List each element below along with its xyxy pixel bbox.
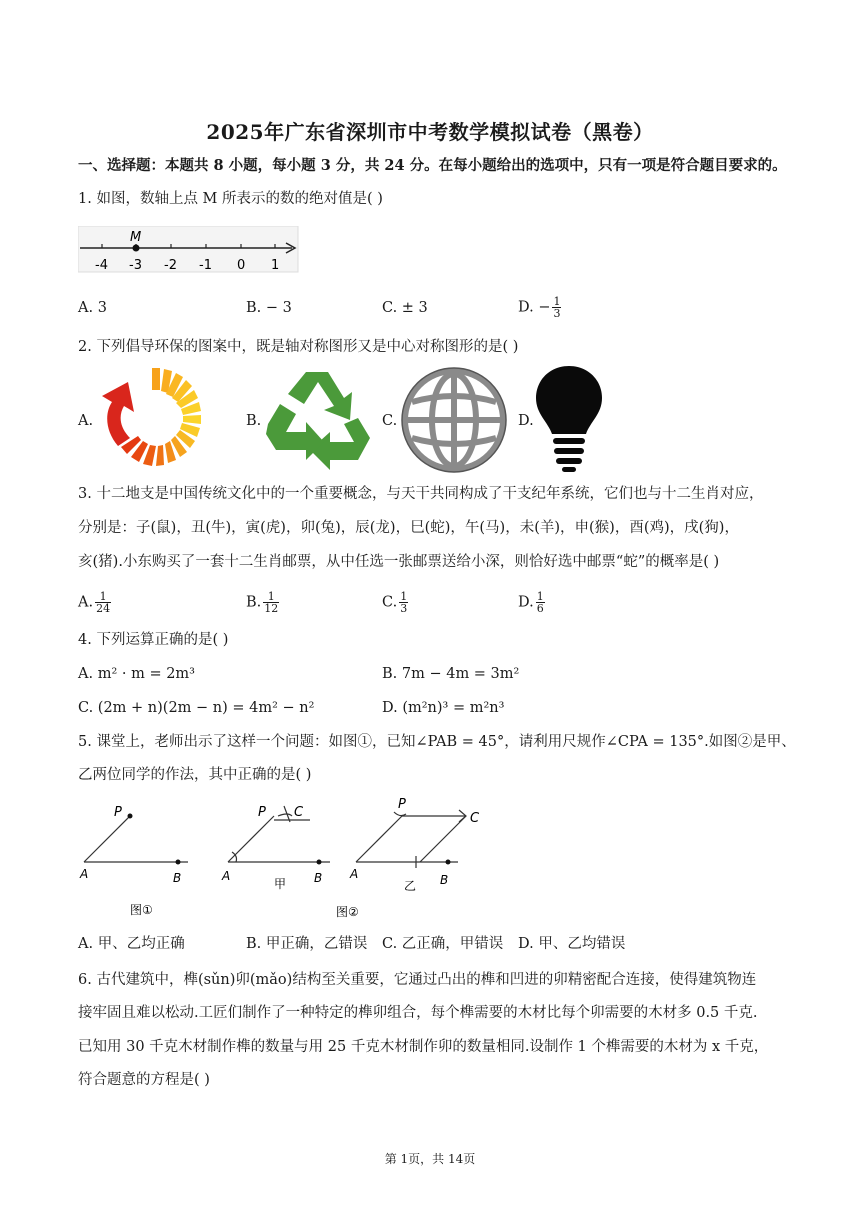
q5-option-d[interactable]: D. 甲、乙均错误 — [518, 936, 626, 952]
question-2-stem: 2. 下列倡导环保的图案中，既是轴对称图形又是中心对称图形的是( ) — [78, 339, 519, 355]
figure-1-caption: 图① — [130, 903, 153, 917]
tick-label: 0 — [237, 258, 246, 273]
figure-1 — [84, 816, 188, 862]
q4-option-b[interactable]: B. 7m − 4m = 3m² — [382, 666, 520, 682]
q3-option-d[interactable]: D. $\frac{1}{6}$ — [518, 590, 544, 615]
q1-option-a[interactable]: A. 3 — [78, 300, 107, 316]
q2-option-c-label[interactable]: C. — [382, 413, 398, 429]
figure-yi-label: 乙 — [404, 879, 417, 893]
q2-option-a-label[interactable]: A. — [78, 413, 94, 429]
angle-construction-figure — [78, 792, 498, 924]
svg-text:C: C — [470, 811, 480, 826]
recycle-arc-arrow-icon — [94, 366, 206, 474]
tick-label: 1 — [271, 258, 280, 273]
svg-text:C: C — [294, 805, 304, 820]
section-heading: 一、选择题：本题共 8 小题，每小题 3 分，共 24 分。在每小题给出的选项中，只有一项是符合题目要求的。 — [78, 157, 787, 174]
point-m-label: M — [130, 230, 142, 245]
q2-option-d-label[interactable]: D. — [518, 413, 534, 429]
question-5-line-2: 乙两位同学的作法，其中正确的是( ) — [78, 767, 312, 783]
recycling-triangle-icon — [262, 364, 374, 474]
q1-option-d[interactable] — [518, 296, 561, 319]
svg-text:P: P — [114, 805, 122, 820]
question-3-line-3: 亥(猪).小东购买了一套十二生肖邮票，从中任选一张邮票送给小深，则恰好选中邮票“蛇”的概率是( ) — [78, 554, 720, 570]
point-m — [133, 245, 140, 252]
svg-text:A: A — [80, 867, 89, 881]
question-1-stem: 1. 如图，数轴上点 M 所表示的数的绝对值是( ) — [78, 191, 383, 207]
page-footer: 第 1页，共 14页 — [384, 1152, 476, 1166]
q4-option-d[interactable]: D. (m²n)³ = m²n³ — [382, 700, 505, 716]
figure-jia-label: 甲 — [274, 877, 287, 891]
svg-text:A: A — [350, 867, 359, 881]
svg-text:P: P — [258, 805, 266, 820]
figure-yi — [356, 810, 466, 868]
q3-option-a[interactable]: A. $\frac{1}{24}$ — [78, 590, 111, 615]
svg-text:B: B — [173, 871, 182, 885]
q5-option-b[interactable]: B. 甲正确，乙错误 — [246, 936, 368, 952]
q2-option-b-label[interactable]: B. — [246, 413, 262, 429]
number-line-figure — [78, 226, 300, 276]
tick-label: -4 — [95, 258, 108, 273]
q1-option-d-prefix: D. − — [518, 299, 551, 316]
question-3-line-2: 分别是：子(鼠)，丑(牛)，寅(虎)，卯(兔)，辰(龙)，巳(蛇)，午(马)，未(羊)，申(猴)，酉(鸡)，戌(狗)， — [78, 520, 739, 536]
tick-label: -1 — [199, 258, 212, 273]
question-3-line-1: 3. 十二地支是中国传统文化中的一个重要概念，与天干共同构成了干支纪年系统，它们也与十二生肖对应， — [78, 486, 764, 502]
fraction: $\frac{1}{12}$ — [264, 590, 279, 615]
svg-text:A: A — [222, 869, 231, 883]
figure-2-caption: 图② — [336, 905, 359, 919]
q1-option-b[interactable]: B. − 3 — [246, 300, 292, 316]
q3-option-b[interactable]: B. $\frac{1}{12}$ — [246, 590, 279, 615]
tick-label: -3 — [129, 258, 142, 273]
q4-option-c[interactable]: C. (2m + n)(2m − n) = 4m² − n² — [78, 700, 315, 716]
figure-jia — [228, 806, 330, 862]
question-6-line-1: 6. 古代建筑中，榫(sǔn)卯(mǎo)结构至关重要，它通过凸出的榫和凹进的卯精密配合连接，使得建筑物连 — [78, 972, 757, 988]
question-6-line-4: 符合题意的方程是( ) — [78, 1072, 210, 1088]
svg-text:B: B — [314, 871, 323, 885]
q1-option-c[interactable]: C. ± 3 — [382, 300, 428, 316]
q5-option-c[interactable]: C. 乙正确，甲错误 — [382, 936, 504, 952]
tick-label: -2 — [164, 258, 177, 273]
q5-option-a[interactable]: A. 甲、乙均正确 — [78, 936, 185, 952]
question-6-line-2: 接牢固且难以松动.工匠们制作了一种特定的榫卯组合，每个榫需要的木材比每个卯需要的木材多 0.5 千克. — [78, 1005, 758, 1021]
question-6-line-3: 已知用 30 千克木材制作榫的数量与用 25 千克木材制作卯的数量相同.设制作 1 个榫需要的木材为 x 千克， — [78, 1039, 769, 1055]
page-title: 2025年广东省深圳市中考数学模拟试卷（黑卷） — [206, 120, 654, 144]
fraction: $\frac{1}{6}$ — [536, 590, 544, 615]
svg-text:B: B — [440, 873, 449, 887]
fraction: $\frac{1}{3}$ — [400, 590, 408, 615]
q4-option-a[interactable]: A. m² · m = 2m³ — [78, 666, 195, 682]
svg-text:P: P — [398, 797, 406, 812]
question-4-stem: 4. 下列运算正确的是( ) — [78, 632, 229, 648]
globe-icon — [398, 366, 510, 474]
fraction: $\frac{1}{24}$ — [96, 590, 111, 615]
question-5-line-1: 5. 课堂上，老师出示了这样一个问题：如图①，已知∠PAB = 45°，请利用尺规作∠CPA = 135°.如图②是甲、 — [78, 734, 796, 750]
light-bulb-icon — [534, 364, 604, 474]
q3-option-c[interactable]: C. $\frac{1}{3}$ — [382, 590, 408, 615]
fraction: $\frac{1}{3}$ — [553, 295, 561, 320]
